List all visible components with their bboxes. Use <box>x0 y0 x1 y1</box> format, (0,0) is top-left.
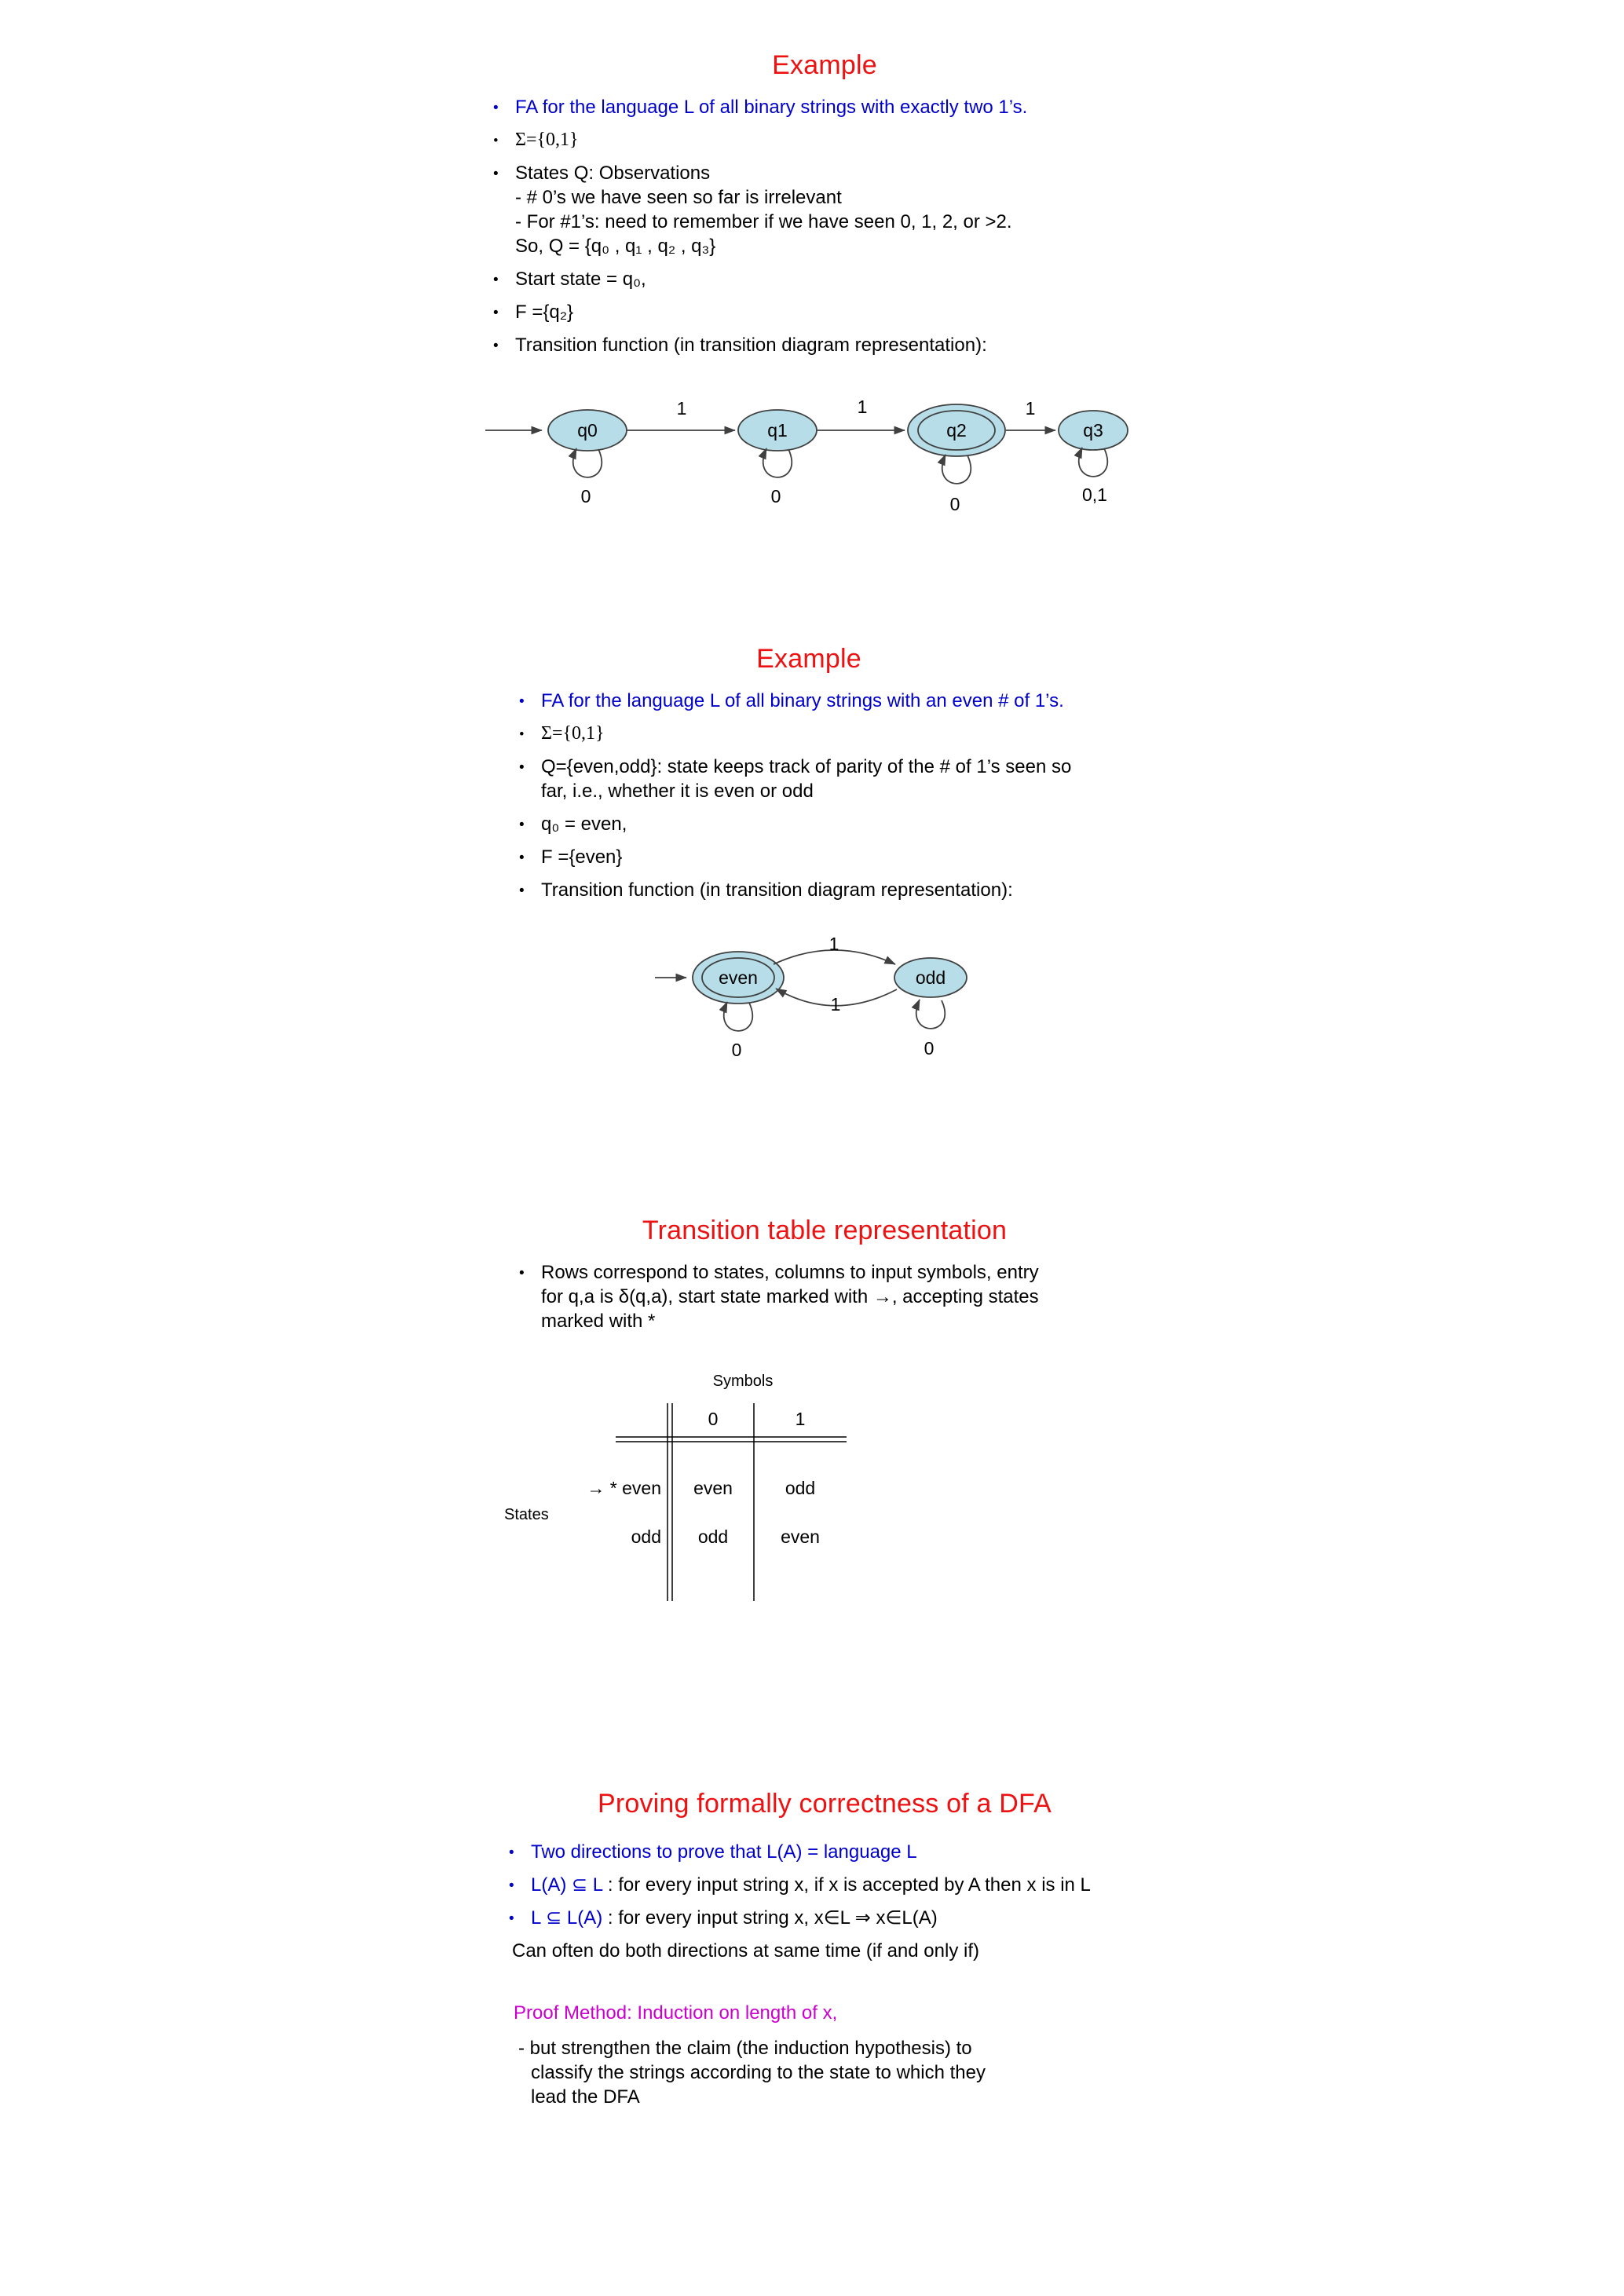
sub-line: - For #1’s: need to remember if we have seen 0, 1, 2, or >2. <box>515 211 1012 232</box>
bullet-dot: • <box>509 1844 514 1861</box>
table-cell: even <box>781 1526 820 1547</box>
state-label: even <box>719 967 758 988</box>
bullet-dot: • <box>519 726 525 743</box>
bullet-item <box>514 845 1095 869</box>
bullet-dot: • <box>519 693 525 710</box>
state-q3 <box>1059 411 1128 505</box>
edge-label: 1 <box>857 397 868 417</box>
bullet-text: : for every input string x, x∈L ⇒ x∈L(A) <box>602 1907 938 1929</box>
transition-q1-q2 <box>817 397 905 430</box>
bullet-text: Two directions to prove that L(A) = language L <box>531 1841 917 1863</box>
bullet-list <box>514 689 1095 902</box>
col-header-0: 0 <box>708 1409 719 1429</box>
bullet-item <box>504 1906 1093 1930</box>
bullet-dot: • <box>519 850 525 866</box>
state-label: q0 <box>577 420 598 441</box>
row-state-label: → * even <box>587 1478 661 1498</box>
bullet-dot: • <box>493 338 499 354</box>
bullet-dot: • <box>509 1877 514 1894</box>
edge-label: 1 <box>1025 398 1036 419</box>
col-header-1: 1 <box>795 1409 806 1429</box>
state-q2-accepting <box>908 404 1005 514</box>
loop-label: 0 <box>580 486 591 506</box>
table-cell: odd <box>785 1478 816 1498</box>
transition-q2-q3 <box>1006 398 1055 430</box>
slide-proving-correctness <box>487 1789 1162 2109</box>
bullet-list <box>488 95 1164 357</box>
bullet-dot: • <box>493 305 499 321</box>
table-cell: odd <box>697 1526 729 1547</box>
self-loop <box>573 448 602 477</box>
strengthen-note: - but strengthen the claim (the induction hypothesis) to classify the strings according to the state to which they lead the DFA <box>518 2038 986 2108</box>
table-row <box>587 1478 815 1498</box>
state-label: odd <box>915 967 946 988</box>
slide-example-two-ones <box>471 50 1178 532</box>
bullet-text-lead: L(A) ⊆ L <box>531 1874 603 1896</box>
bullet-dot: • <box>509 1910 514 1927</box>
bullet-text: Σ={0,1} <box>541 723 605 744</box>
slide-example-even-ones <box>479 644 1139 1076</box>
self-loop <box>724 1002 752 1031</box>
bullet-text: q₀ = even, <box>541 813 627 835</box>
bullet-text: Transition function (in transition diagram representation): <box>541 879 1013 901</box>
state-q1 <box>738 410 817 506</box>
bullet-dot: • <box>493 133 499 149</box>
slide-title: Transition table representation <box>642 1216 1008 1245</box>
bullet-text: F ={even} <box>541 846 623 868</box>
bullet-item <box>514 755 1095 803</box>
self-loop <box>916 1000 945 1029</box>
bullet-text: Q={even,odd}: state keeps track of parity of the # of 1’s seen so far, i.e., whether it is even or odd <box>541 756 1072 802</box>
bullet-text: Rows correspond to states, columns to input symbols, entry for q,a is δ(q,a), start state marked with →, accepting states marked with * <box>541 1262 1039 1332</box>
row-state-label: odd <box>631 1526 661 1547</box>
self-loop <box>1079 448 1107 477</box>
bullet-dot: • <box>519 817 525 833</box>
edge-label: 1 <box>676 398 687 419</box>
bullet-list <box>504 1840 1093 1930</box>
bullet-item <box>514 722 1095 746</box>
state-label: q2 <box>946 420 967 441</box>
table-axis-states: States <box>504 1506 549 1523</box>
transition-table <box>484 1356 861 1607</box>
bullet-item <box>504 1840 1093 1864</box>
loop-label: 0 <box>731 1040 742 1060</box>
bullet-dot: • <box>519 1265 525 1281</box>
state-label: q1 <box>767 420 788 441</box>
self-loop <box>942 455 971 484</box>
bullet-dot: • <box>519 759 525 776</box>
state-odd <box>894 958 967 1058</box>
bullet-item <box>504 1873 1093 1897</box>
bullet-dot: • <box>493 272 499 288</box>
loop-label: 0 <box>949 494 960 514</box>
bullet-item <box>514 689 1095 713</box>
bullet-text: Transition function (in transition diagram representation): <box>515 335 987 356</box>
proof-method-line: Proof Method: Induction on length of x, <box>514 2002 838 2024</box>
bullet-text: FA for the language L of all binary strings with an even # of 1’s. <box>541 690 1064 711</box>
bullet-item <box>488 267 1164 291</box>
slide-transition-table <box>471 1216 1178 1611</box>
loop-label: 0 <box>770 486 781 506</box>
bullet-item <box>488 161 1164 185</box>
bullet-dot: • <box>519 883 525 899</box>
sub-line: - # 0’s we have seen so far is irrelevant <box>515 187 842 208</box>
dfa-diagram-exactly-two-ones <box>471 383 1178 528</box>
bullet-item <box>488 333 1164 357</box>
bullet-item <box>514 812 1095 836</box>
bullet-list <box>514 1260 1064 1333</box>
bullet-text: FA for the language L of all binary strings with exactly two 1’s. <box>515 97 1028 118</box>
table-cell: even <box>693 1478 733 1498</box>
edge-label: 1 <box>830 994 841 1015</box>
bullet-dot: • <box>493 100 499 116</box>
loop-label: 0 <box>924 1038 935 1058</box>
bullet-text: : for every input string x, if x is accepted by A then x is in L <box>602 1874 1091 1896</box>
transition-even-odd <box>774 934 895 964</box>
transition-odd-even <box>776 989 897 1015</box>
table-axis-symbols: Symbols <box>712 1373 774 1390</box>
bullet-text: States Q: Observations <box>515 163 711 184</box>
bullet-item <box>488 128 1164 152</box>
bullet-item <box>514 878 1095 902</box>
bullet-text: F ={q₂} <box>515 302 574 323</box>
bullet-text: Σ={0,1} <box>515 130 579 150</box>
loop-label: 0,1 <box>1082 484 1107 505</box>
bullet-text-lead: L ⊆ L(A) <box>531 1907 603 1929</box>
transition-q0-q1 <box>627 398 735 430</box>
bullet-item <box>488 95 1164 119</box>
sub-line: So, Q = {q₀ , q₁ , q₂ , q₃} <box>515 236 716 257</box>
bullet-text: Start state = q₀, <box>515 269 646 290</box>
state-label: q3 <box>1083 420 1103 441</box>
self-loop <box>763 448 792 477</box>
bullet-item <box>514 1260 1064 1333</box>
table-row <box>631 1526 820 1547</box>
slide-title: Proving formally correctness of a DFA <box>597 1789 1052 1819</box>
slide-title: Example <box>756 644 861 674</box>
slide-title: Example <box>772 50 877 80</box>
edge-label: 1 <box>828 934 839 954</box>
bullet-item <box>488 300 1164 324</box>
state-q0 <box>548 410 627 506</box>
note-line: Can often do both directions at same time (if and only if) <box>512 1940 979 1961</box>
dfa-diagram-even-odd <box>644 934 1021 1072</box>
bullet-dot: • <box>493 166 499 182</box>
state-even-accepting <box>693 952 784 1060</box>
